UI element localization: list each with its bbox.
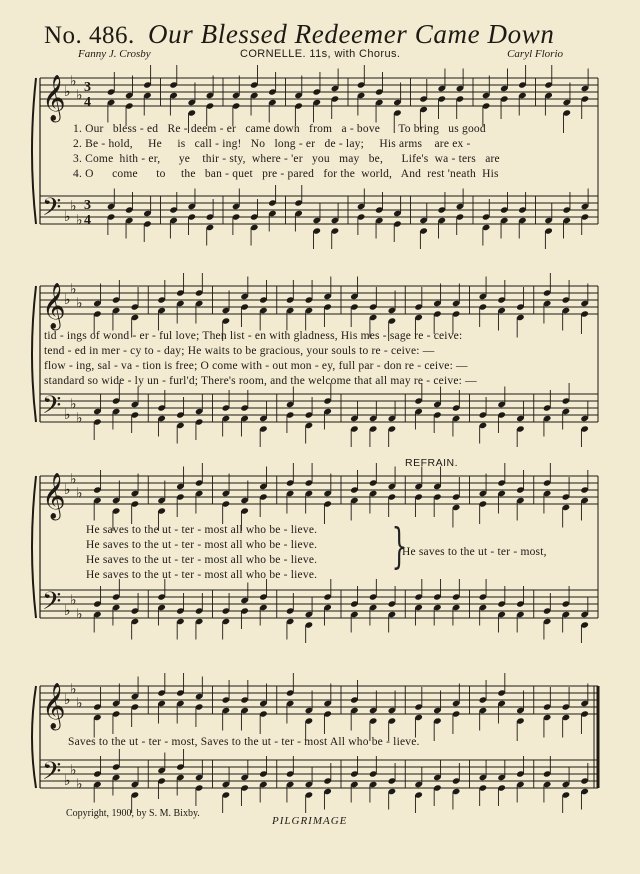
verse2-line2: tend - ed in mer - cy to - day; He waits to be gracious, your souls to re - ceive: — (44, 345, 435, 357)
flat-sign: ♭ (70, 592, 77, 609)
lyric-syllable: a - bove (341, 123, 381, 135)
hymn-author: Fanny J. Crosby (78, 48, 151, 60)
flat-sign: ♭ (70, 396, 77, 413)
bass-clef-icon: 𝄢 (42, 757, 62, 792)
lyric-syllable: you (311, 153, 330, 165)
lyric-syllable: He (148, 138, 162, 150)
flat-sign: ♭ (76, 485, 83, 502)
verse4-line1 (73, 168, 499, 180)
time-signature: 4 (84, 213, 91, 228)
flat-sign: ♭ (70, 681, 77, 698)
lyric-syllable: come (112, 168, 138, 180)
flat-sign: ♭ (76, 410, 83, 427)
lyric-syllable: To bring (398, 123, 440, 135)
lyric-syllable: be, (368, 153, 384, 165)
bass-clef-icon: 𝄢 (42, 587, 62, 622)
flat-sign: ♭ (64, 84, 71, 100)
verse4-line2: standard so wide - ly un - furl'd; There's room, and the welcome that all may re - ceive: — (44, 375, 477, 387)
flat-sign: ♭ (76, 212, 83, 229)
lyric-syllable: are ex - (434, 138, 471, 150)
bass-clef-icon: 𝄢 (42, 391, 62, 426)
flat-sign: ♭ (70, 198, 77, 215)
flat-sign: ♭ (64, 292, 71, 308)
lyric-syllable: And (400, 168, 422, 180)
system-brace (32, 686, 36, 788)
topic-label: PILGRIMAGE (272, 815, 348, 827)
flat-sign: ♭ (76, 295, 83, 312)
flat-sign: ♭ (70, 73, 77, 90)
lyric-syllable: 4. O (73, 168, 94, 180)
verse3-line3: He saves to the ut - ter - most all who be - lieve. (86, 554, 318, 566)
verse1-line2: tid - ings of wond - er - ful love; Then list - en with gladness, His mes - sage re - ceive: (44, 330, 463, 342)
lyric-syllable: 3. Come (73, 153, 114, 165)
time-signature: 3 (84, 198, 91, 213)
verse2-line1 (73, 138, 471, 150)
treble-clef-icon: 𝄞 (42, 683, 66, 729)
lyric-syllable: is (177, 138, 186, 150)
lyric-syllable: world, (361, 168, 393, 180)
flat-sign: ♭ (64, 773, 71, 789)
lyric-syllable: to (156, 168, 166, 180)
lyric-syllable: from (309, 123, 333, 135)
verse3-line1 (73, 153, 500, 165)
lyric-syllable: hith - er, (119, 153, 161, 165)
flat-sign: ♭ (70, 281, 77, 298)
time-signature: 4 (84, 95, 91, 110)
flat-sign: ♭ (64, 407, 71, 423)
verse4-line3: He saves to the ut - ter - most all who be - lieve. (86, 569, 318, 581)
hymn-title: Our Blessed Redeemer Came Down (148, 19, 555, 49)
verse1-line3: He saves to the ut - ter - most all who be - lieve. (86, 524, 318, 536)
lyric-syllable: Life's (401, 153, 429, 165)
refrain-line2: Saves to the ut - ter - most, Saves to the ut - ter - most All who be - lieve. (68, 736, 420, 748)
refrain-label: REFRAIN. (405, 457, 459, 469)
flat-sign: ♭ (64, 692, 71, 708)
lyric-syllable: ye (178, 153, 191, 165)
tune-name: CORNELLE. 11s, with Chorus. (240, 48, 401, 60)
lyric-syllable: bless - ed (112, 123, 159, 135)
bass-clef-icon: 𝄢 (42, 193, 62, 228)
flat-sign: ♭ (76, 87, 83, 104)
hymn-number: No. 486. (44, 22, 135, 49)
system-brace (32, 476, 36, 618)
lyric-syllable: us good (448, 123, 486, 135)
lyric-syllable: de - lay; (324, 138, 364, 150)
time-signature: 3 (84, 80, 91, 95)
flat-sign: ♭ (76, 695, 83, 712)
lyric-syllable: the (180, 168, 196, 180)
lyric-syllable: 2. Be - hold, (73, 138, 133, 150)
verse3-line2: flow - ing, sal - va - tion is free; O come with - out mon - ey, full par - don re - ceive: — (44, 360, 468, 372)
verse1-line1 (73, 123, 486, 135)
treble-clef-icon: 𝄞 (42, 473, 66, 519)
lyric-syllable: wa - ters (434, 153, 476, 165)
lyric-syllable: rest 'neath (427, 168, 476, 180)
lyric-syllable: No (250, 138, 266, 150)
verse-brace: } (391, 518, 407, 574)
lyric-syllable: ban - quet (204, 168, 253, 180)
lyric-syllable: Re - deem - er (167, 123, 237, 135)
lyric-syllable: thir - sty, (202, 153, 246, 165)
hymn-composer: Caryl Florio (507, 48, 563, 60)
lyric-syllable: may (339, 153, 360, 165)
flat-sign: ♭ (76, 606, 83, 623)
lyric-syllable: pre - pared (262, 168, 315, 180)
lyric-syllable: His (482, 168, 499, 180)
flat-sign: ♭ (64, 482, 71, 498)
lyric-syllable: call - ing! (194, 138, 242, 150)
flat-sign: ♭ (64, 209, 71, 225)
system-brace (32, 78, 36, 224)
verse2-line3: He saves to the ut - ter - most all who be - lieve. (86, 539, 318, 551)
system-brace (32, 286, 36, 422)
lyric-syllable: are (485, 153, 500, 165)
lyric-syllable: for the (323, 168, 356, 180)
lyric-syllable: 1. Our (73, 123, 104, 135)
lyric-syllable: His arms (379, 138, 423, 150)
flat-sign: ♭ (64, 603, 71, 619)
flat-sign: ♭ (76, 776, 83, 793)
copyright-notice: Copyright, 1900, by S. M. Bixby. (66, 808, 200, 819)
lyric-syllable: came down (245, 123, 300, 135)
lyric-syllable: where - 'er (251, 153, 303, 165)
refrain-text: He saves to the ut - ter - most, (402, 546, 547, 558)
lyric-syllable: long - er (274, 138, 316, 150)
treble-clef-icon: 𝄞 (42, 283, 66, 329)
treble-clef-icon: 𝄞 (42, 75, 66, 121)
flat-sign: ♭ (70, 762, 77, 779)
flat-sign: ♭ (70, 471, 77, 488)
